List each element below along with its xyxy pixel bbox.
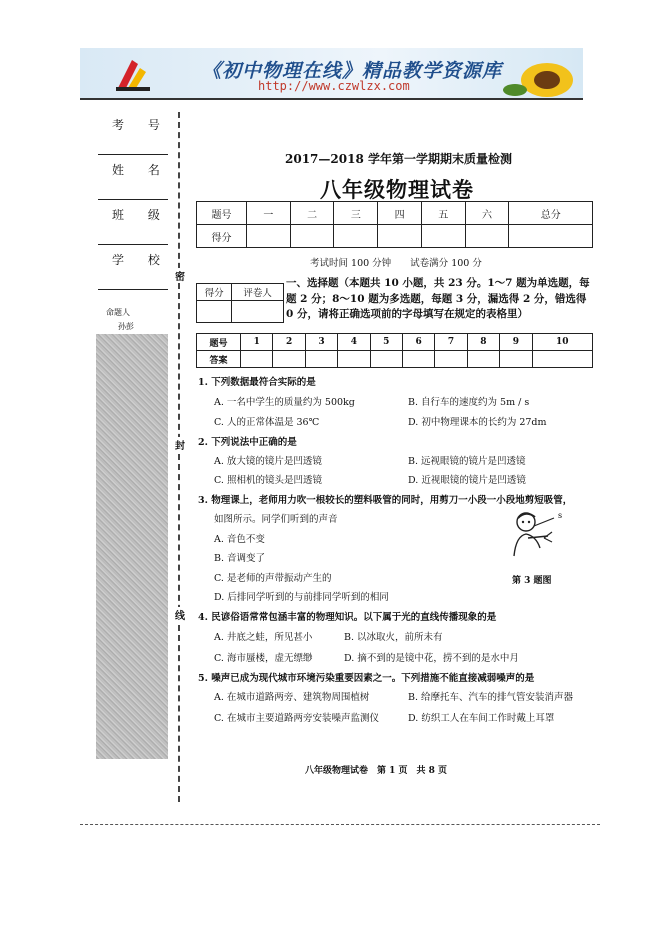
- student-info: [98, 110, 168, 290]
- score-cell[interactable]: [334, 225, 378, 248]
- answer-number: 9: [500, 334, 532, 351]
- score-cell[interactable]: [247, 225, 291, 248]
- page-footer: 八年级物理试卷 第 1 页 共 8 页: [305, 766, 448, 776]
- score-cell[interactable]: [465, 225, 509, 248]
- shaded-margin: [96, 334, 168, 759]
- score-cell[interactable]: [509, 225, 593, 248]
- question-5-option-c: C. 在城市主要道路两旁安装噪声监测仪: [214, 713, 379, 724]
- question-1-stem: 1. 下列数据最符合实际的是: [198, 377, 316, 388]
- author-label: 命题人: [106, 308, 130, 317]
- answer-cell[interactable]: [532, 351, 592, 368]
- question-2-stem: 2. 下列说法中正确的是: [198, 437, 297, 448]
- author-name: 孙彭: [118, 322, 134, 331]
- info-row-school: [98, 245, 168, 290]
- info-label: 学 校: [112, 253, 170, 267]
- section-instructions: 一、选择题（本题共 10 小题，共 23 分。1～7 题为单选题，每题 2 分；8～10 题为多选题，每题 3 分，漏选得 2 分，错选得 0 分，请将正确选项前的字母填写在规定的表格里）: [286, 277, 590, 320]
- answer-number: 4: [338, 334, 370, 351]
- answer-number: 10: [532, 334, 592, 351]
- question-1-option-c: C. 人的正常体温是 36℃: [214, 417, 320, 428]
- question-3-stem: 3. 物理课上，老师用力吹一根较长的塑料吸管的同时，用剪刀一小段一小段地剪短吸管，: [198, 495, 573, 506]
- score-header-cell: 题号: [197, 202, 247, 225]
- question-3-option-b: B. 音调变了: [214, 553, 266, 564]
- question-5-option-a: A. 在城市道路两旁、建筑物周围植树: [214, 692, 370, 703]
- answer-cell[interactable]: [435, 351, 467, 368]
- score-header-row: [197, 202, 593, 225]
- info-row-name: [98, 155, 168, 200]
- question-4-stem: 4. 民谚俗语常常包涵丰富的物理知识。以下属于光的直线传播现象的是: [198, 612, 497, 623]
- question-5-option-b: B. 给摩托车、汽车的排气管安装消声器: [408, 692, 574, 703]
- answer-cell[interactable]: [500, 351, 532, 368]
- score-header-cell: 五: [421, 202, 465, 225]
- answer-number-row: [197, 334, 593, 351]
- binding-mark: 封: [175, 437, 185, 452]
- question-4-option-b: B. 以冰取火，前所未有: [344, 632, 443, 643]
- grader-score-label: 得分: [197, 284, 232, 301]
- score-header-cell: 二: [290, 202, 334, 225]
- answer-cell[interactable]: [273, 351, 305, 368]
- question-3-option-d: D. 后排同学听到的与前排同学听到的相同: [214, 592, 389, 603]
- info-label: 姓 名: [112, 163, 170, 177]
- answer-number: 5: [370, 334, 402, 351]
- grader-score-cell[interactable]: [197, 301, 232, 323]
- exam-subtitle: 2017—2018 学年第一学期期末质量检测: [285, 152, 512, 166]
- info-label: 考 号: [112, 118, 170, 132]
- grader-name-label: 评卷人: [232, 284, 284, 301]
- score-header-cell: 一: [247, 202, 291, 225]
- figure-caption: 第 3 题图: [512, 576, 552, 586]
- banner-divider: [80, 98, 583, 100]
- banner: [80, 48, 583, 98]
- answer-row: [197, 351, 593, 368]
- score-cell[interactable]: [290, 225, 334, 248]
- question-5-stem: 5. 噪声已成为现代城市环境污染重要因素之一。下列措施不能直接减弱噪声的是: [198, 673, 535, 684]
- answer-cell[interactable]: [241, 351, 273, 368]
- question-5-option-d: D. 纺织工人在车间工作时戴上耳罩: [408, 713, 555, 724]
- score-value-row: [197, 225, 593, 248]
- question-1-option-a: A. 一名中学生的质量约为 500kg: [214, 397, 355, 408]
- teacher-blowing-straw-figure: [508, 508, 568, 560]
- sunflower-icon: [501, 50, 577, 98]
- answer-number: 3: [305, 334, 337, 351]
- answer-number: 8: [467, 334, 499, 351]
- score-table: [196, 201, 593, 248]
- score-cell[interactable]: [378, 225, 422, 248]
- banner-title: 《初中物理在线》精品教学资源库: [202, 60, 503, 82]
- answer-cell[interactable]: [305, 351, 337, 368]
- question-3-option-c: C. 是老师的声带振动产生的: [214, 573, 332, 584]
- score-cell[interactable]: [421, 225, 465, 248]
- answer-cell[interactable]: [338, 351, 370, 368]
- question-2-option-b: B. 远视眼镜的镜片是凹透镜: [408, 456, 526, 467]
- score-header-cell: 三: [334, 202, 378, 225]
- question-2-option-a: A. 放大镜的镜片是凹透镜: [214, 456, 322, 467]
- svg-text:s: s: [558, 511, 563, 520]
- info-label: 班 级: [112, 208, 170, 222]
- answer-table: [196, 333, 593, 368]
- question-2-option-d: D. 近视眼镜的镜片是凹透镜: [408, 475, 526, 486]
- question-3-stem-continued: 如图所示。同学们听到的声音: [214, 514, 338, 525]
- answer-number: 7: [435, 334, 467, 351]
- exam-info: 考试时间 100 分钟 试卷满分 100 分: [310, 258, 482, 269]
- answer-cell[interactable]: [467, 351, 499, 368]
- binding-mark: 密: [175, 268, 185, 283]
- grader-name-cell[interactable]: [232, 301, 284, 323]
- question-2-option-c: C. 照相机的镜头是凹透镜: [214, 475, 322, 486]
- question-4-option-c: C. 海市蜃楼，虚无缥缈: [214, 653, 313, 664]
- answer-label: 答案: [197, 351, 241, 368]
- question-1-option-b: B. 自行车的速度约为 5m / s: [408, 397, 530, 408]
- question-4-option-a: A. 井底之蛙，所见甚小: [214, 632, 313, 643]
- answer-number: 2: [273, 334, 305, 351]
- info-row-id: [98, 110, 168, 155]
- score-header-cell: 四: [378, 202, 422, 225]
- question-4-option-d: D. 摘不到的是镜中花，捞不到的是水中月: [344, 653, 519, 664]
- answer-cell[interactable]: [370, 351, 402, 368]
- score-label-cell: 得分: [197, 225, 247, 248]
- logo-icon: [114, 54, 154, 92]
- exam-title: 八年级物理试卷: [320, 177, 474, 202]
- binding-mark: 线: [175, 607, 185, 622]
- score-header-cell: 总分: [509, 202, 593, 225]
- question-3-option-a: A. 音色不变: [214, 534, 265, 545]
- answer-number: 1: [241, 334, 273, 351]
- score-header-cell: 六: [465, 202, 509, 225]
- info-row-class: [98, 200, 168, 245]
- answer-cell[interactable]: [402, 351, 434, 368]
- answer-number: 6: [402, 334, 434, 351]
- question-1-option-d: D. 初中物理课本的长约为 27dm: [408, 417, 547, 428]
- banner-url[interactable]: http://www.czwlzx.com: [258, 79, 410, 93]
- answer-header-label: 题号: [197, 334, 241, 351]
- binding-line: [178, 112, 180, 802]
- bottom-divider: [80, 824, 600, 825]
- grader-table: [196, 283, 284, 323]
